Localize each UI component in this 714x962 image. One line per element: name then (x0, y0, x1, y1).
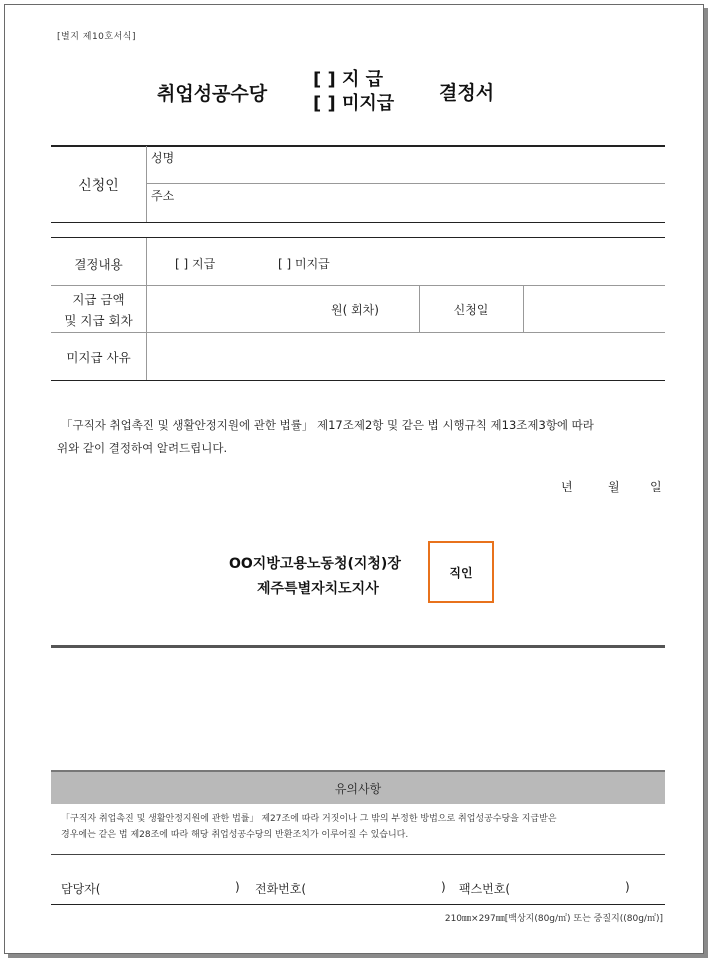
contact-phone-label: 전화번호( (255, 882, 307, 896)
nonpayment-reason-label: 미지급 사유 (66, 350, 131, 365)
contact-fax-label: 팩스번호( (459, 882, 511, 896)
notice-heading: 유의사항 (51, 770, 665, 804)
contact-bottom-rule (51, 904, 665, 905)
date-day: 일 (650, 480, 662, 494)
apply-date-label: 신청일 (453, 303, 489, 317)
amount-label-line1: 지급 금액 (72, 292, 125, 307)
title-option-nopay: [ ] 미지급 (313, 93, 395, 114)
decision-bottom-rule (51, 380, 665, 381)
contact-person-label: 담당자( (61, 882, 101, 896)
notice-text (61, 811, 661, 843)
title-prefix: 취업성공수당 (157, 83, 268, 105)
notice-line1: 「구직자 취업촉진 및 생활안정지원에 관한 법률」 제27조에 따라 거짓이나 그 밖의 부정한 방법으로 취업성공수당을 지급받은 (61, 814, 557, 824)
applicant-mid-rule (146, 183, 665, 184)
title-suffix: 결정서 (439, 82, 495, 104)
authority-line1: OO지방고용노동청(지청)장 (229, 556, 401, 572)
table-top-rule (51, 145, 665, 147)
notice-line2: 경우에는 같은 법 제28조에 따라 해당 취업성공수당의 반환조치가 이루어질 수 있습니다. (61, 830, 409, 840)
date-month: 월 (608, 480, 620, 494)
official-seal-box: 직인 (428, 541, 494, 603)
contact-fax-close: ) (625, 880, 630, 894)
signature-bottom-rule (51, 645, 665, 648)
authority-line2: 제주특별자치도지사 (257, 581, 379, 597)
amount-divider-2 (523, 286, 524, 332)
decision-divider (146, 238, 147, 380)
decision-top-rule (51, 237, 665, 238)
notice-bottom-rule (51, 854, 665, 855)
amount-unit-text: 원( 회차) (331, 303, 379, 317)
applicant-divider (146, 146, 147, 223)
date-year: 년 (561, 480, 573, 494)
contact-phone-close: ) (441, 880, 446, 894)
applicant-bottom-rule (51, 222, 665, 223)
body-text-line2: 위와 같이 결정하여 알려드립니다. (57, 441, 228, 455)
body-text-line1: 「구직자 취업촉진 및 생활안정지원에 관한 법률」 제17조제2항 및 같은 법 시행규칙 제13조제3항에 따라 (61, 418, 594, 432)
decision-row-rule (51, 285, 665, 286)
form-page (4, 4, 704, 954)
title-option-pay: [ ] 지 급 (313, 69, 384, 90)
address-label: 주소 (151, 189, 175, 203)
paper-spec: 210㎜×297㎜[백상지(80g/㎡) 또는 중질지((80g/㎡)] (444, 914, 663, 924)
applicant-label: 신청인 (78, 178, 119, 194)
contact-person-close: ) (235, 880, 240, 894)
name-label: 성명 (151, 151, 175, 165)
form-number: [별지 제10호서식] (57, 32, 136, 42)
amount-label-line2: 및 지급 회차 (64, 313, 133, 328)
decision-option-nopay: [ ] 미지급 (278, 257, 330, 271)
decision-option-pay: [ ] 지급 (175, 257, 216, 271)
amount-row-rule (51, 332, 665, 333)
decision-label: 결정내용 (74, 257, 123, 272)
